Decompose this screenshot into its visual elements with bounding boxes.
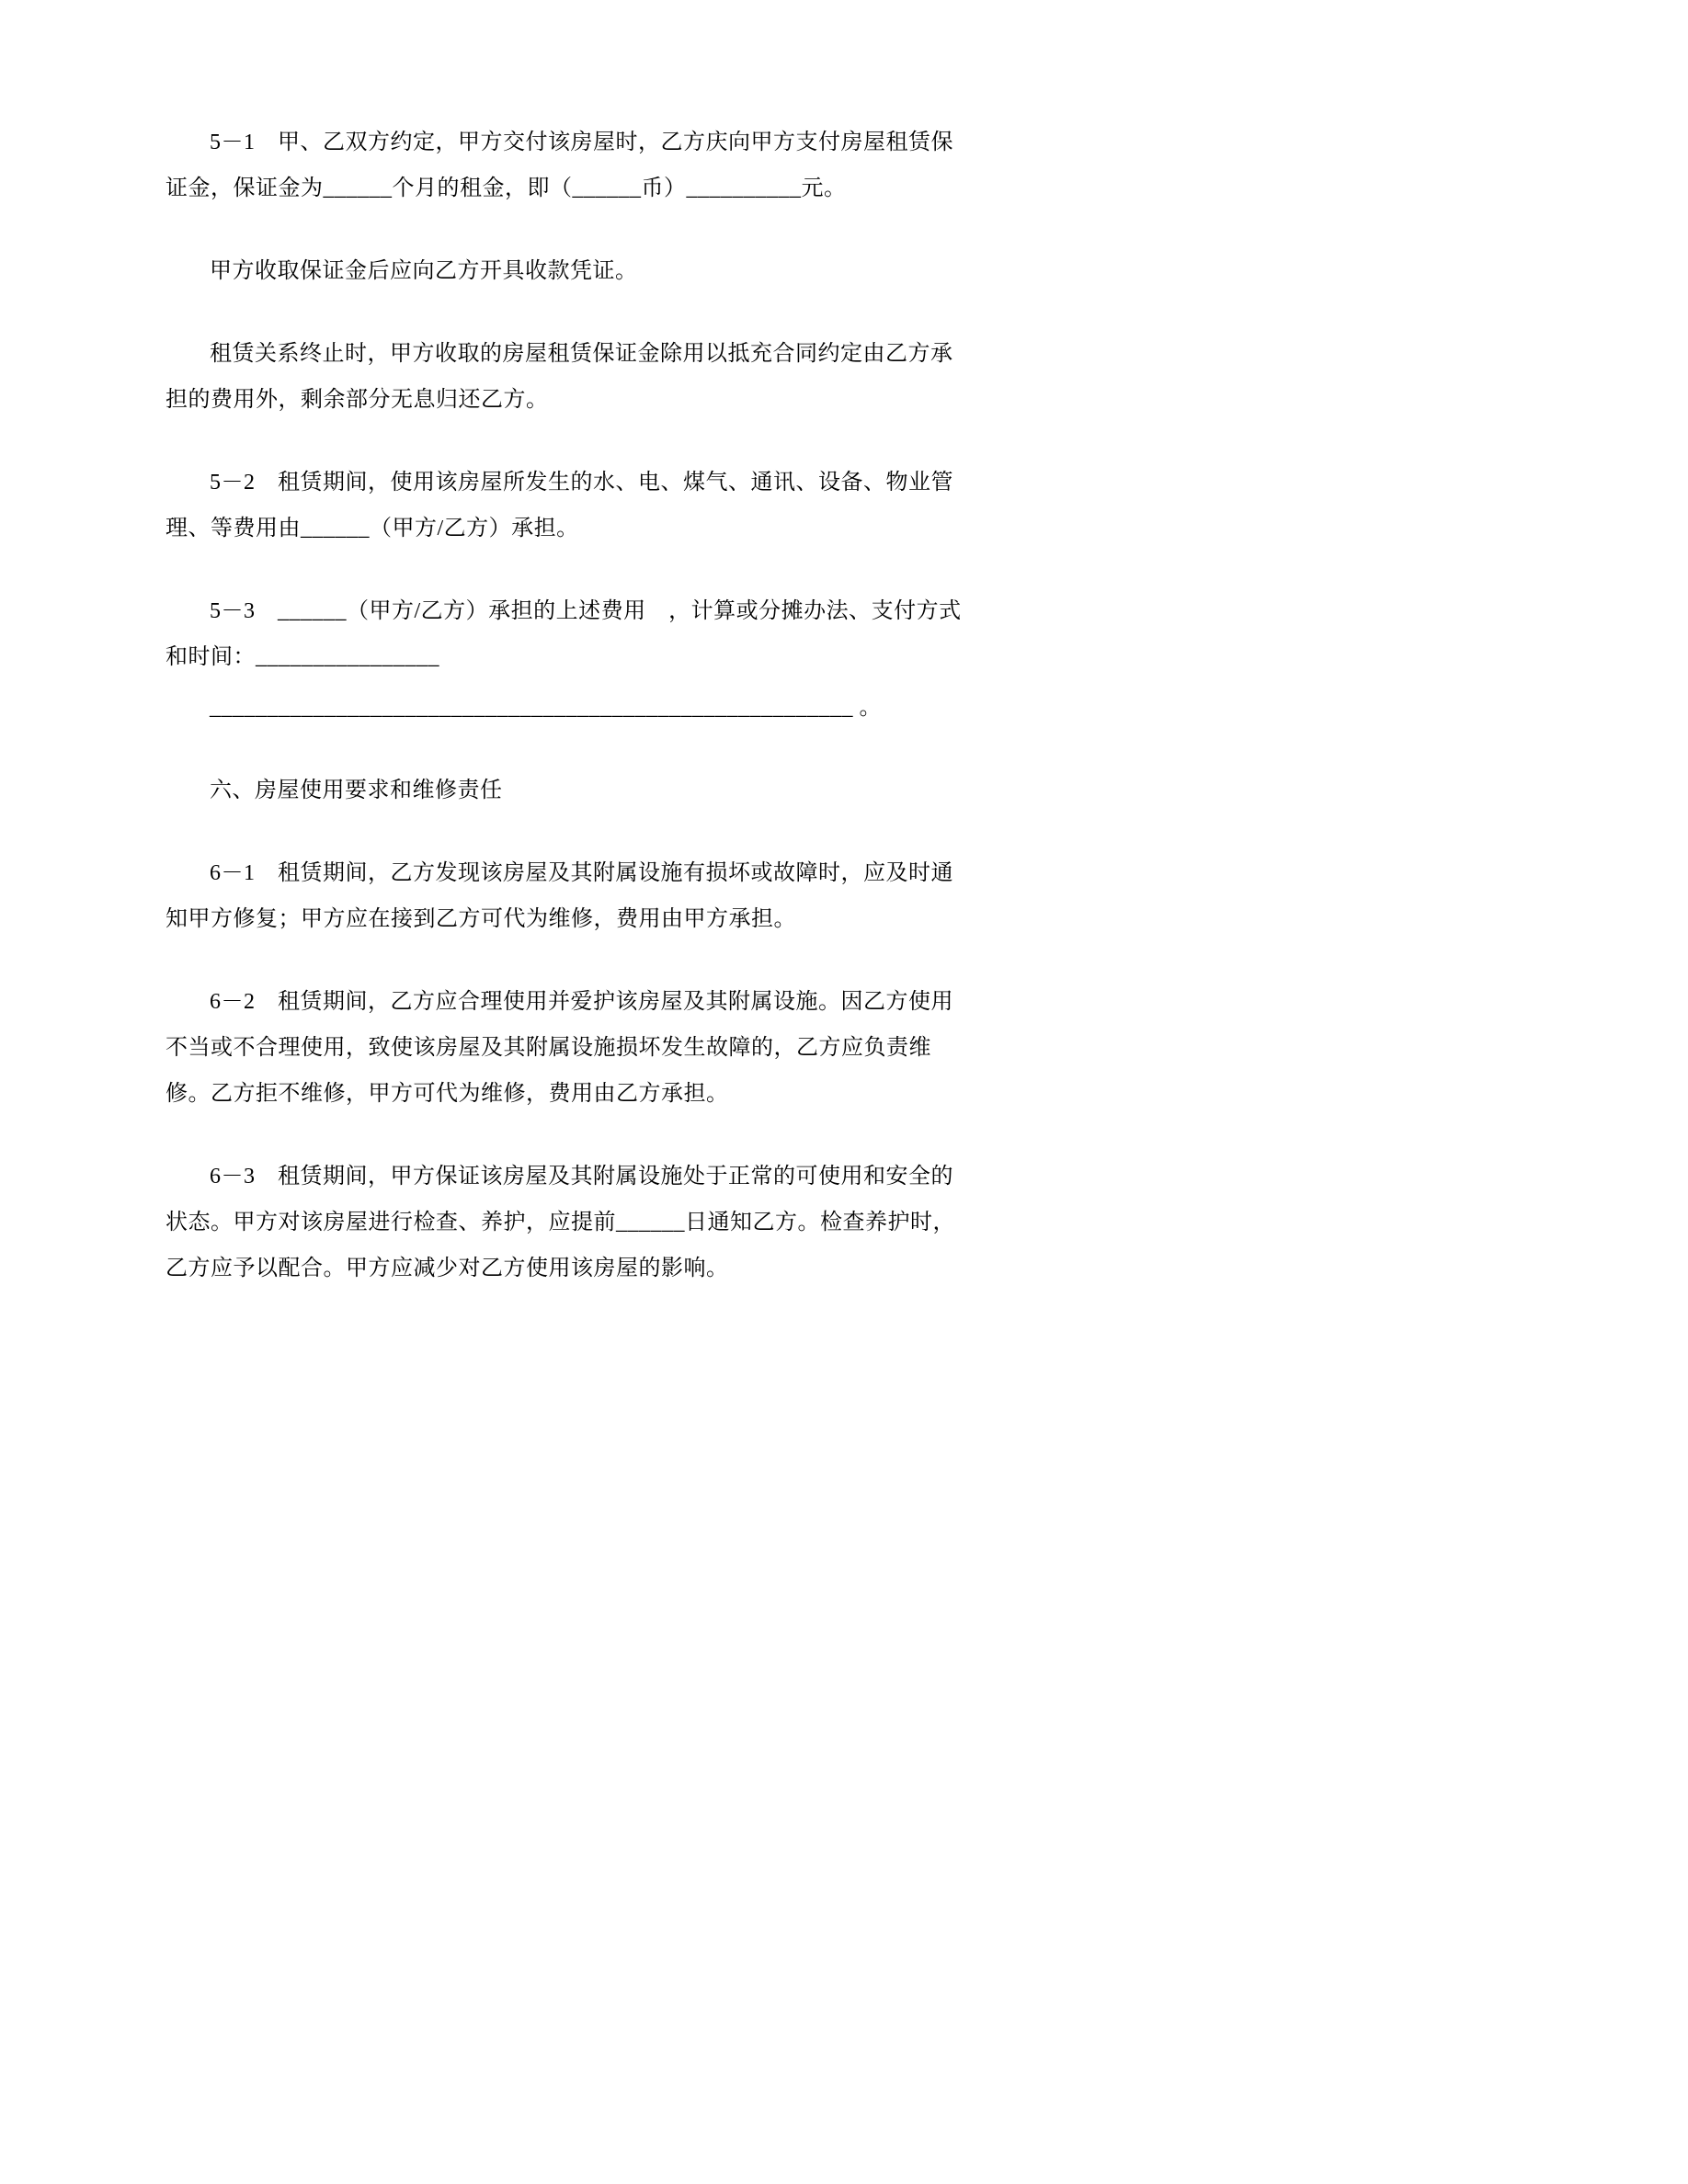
paragraph-clause-5-1-termination: 租赁关系终止时，甲方收取的房屋租赁保证金除用以抵充合同约定由乙方承担的费用外，剩余部分无息归还乙方。 xyxy=(165,342,953,412)
paragraph-clause-5-2: 5－2 租赁期间，使用该房屋所发生的水、电、煤气、通讯、设备、物业管理、等费用由______（甲方/乙方）承担。 xyxy=(165,471,953,540)
paragraph-clause-6-3: 6－3 租赁期间，甲方保证该房屋及其附属设施处于正常的可使用和安全的状态。甲方对该房屋进行检查、养护，应提前______日通知乙方。检查养护时，乙方应予以配合。甲方应减少对乙方使用该房屋的影响。 xyxy=(165,1165,955,1280)
paragraph-clause-6-1: 6－1 租赁期间，乙方发现该房屋及其附属设施有损坏或故障时，应及时通知甲方修复；甲方应在接到乙方可代为维修，费用由甲方承担。 xyxy=(165,861,953,931)
paragraph-clause-5-1-receipt: 甲方收取保证金后应向乙方开具收款凭证。 xyxy=(210,259,638,283)
paragraph-clause-5-3: 5－3 ______（甲方/乙方）承担的上述费用 ，计算或分摊办法、支付方式和时间：________________ xyxy=(165,599,962,669)
paragraph-clause-5-1: 5－1 甲、乙双方约定，甲方交付该房屋时，乙方庆向甲方支付房屋租赁保证金，保证金为______个月的租金，即（______币）__________元。 xyxy=(165,131,953,200)
paragraph-clause-5-3-blank-line: ________________________________________________________ 。 xyxy=(210,696,882,720)
section-6-heading: 六、房屋使用要求和维修责任 xyxy=(210,779,503,802)
paragraph-clause-6-2: 6－2 租赁期间，乙方应合理使用并爱护该房屋及其附属设施。因乙方使用不当或不合理使用，致使该房屋及其附属设施损坏发生故障的，乙方应负责维修。乙方拒不维修，甲方可代为维修，费用由乙方承担。 xyxy=(165,990,953,1106)
